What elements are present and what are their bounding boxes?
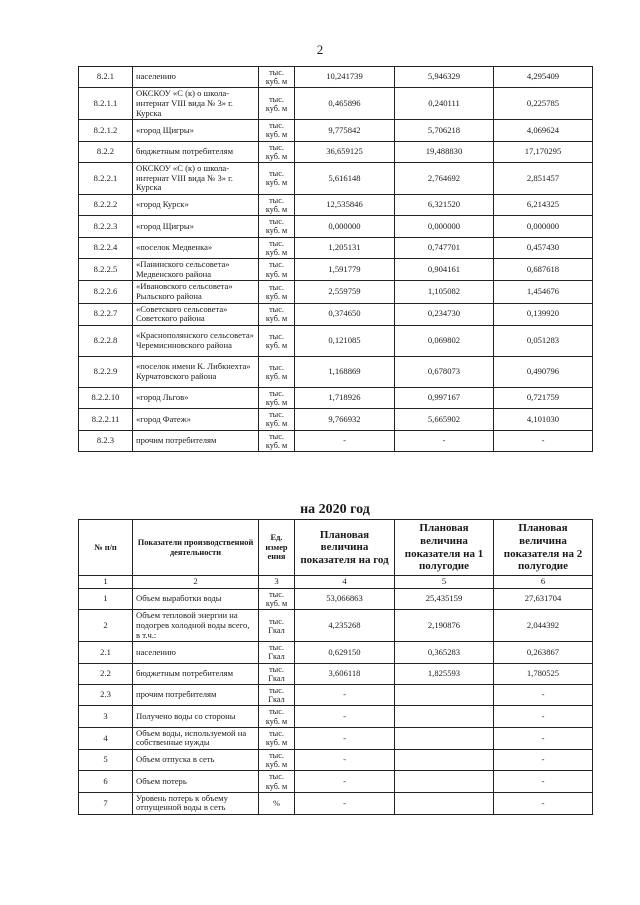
row-value-h2: 4,069624 bbox=[494, 120, 593, 141]
row-value-year: - bbox=[295, 685, 395, 706]
production-table-body bbox=[79, 67, 593, 452]
row-number: 2.3 bbox=[79, 685, 133, 706]
header-indicator: Показатели производственной деятельности bbox=[133, 520, 259, 576]
row-unit: тыс. куб. м bbox=[259, 67, 295, 88]
production-table-2020 bbox=[78, 519, 593, 815]
row-number: 3 bbox=[79, 706, 133, 727]
table-row bbox=[79, 610, 593, 642]
column-index: 6 bbox=[494, 576, 593, 589]
row-value-year: 9,775842 bbox=[295, 120, 395, 141]
row-value-h2: 4,101030 bbox=[494, 409, 593, 430]
row-value-year: 12,535846 bbox=[295, 194, 395, 215]
row-number: 8.2.2.9 bbox=[79, 356, 133, 387]
row-indicator: ОКСКОУ «С (к) о школа-интернат VIII вида № 3» г. Курска bbox=[133, 88, 259, 120]
row-number: 8.2.2.6 bbox=[79, 281, 133, 303]
row-value-h1 bbox=[395, 750, 494, 771]
row-value-year: 0,000000 bbox=[295, 216, 395, 237]
row-value-h2: 0,490796 bbox=[494, 356, 593, 387]
row-value-year: 0,629150 bbox=[295, 642, 395, 663]
row-number: 8.2.2.1 bbox=[79, 163, 133, 195]
row-value-h1: 5,946329 bbox=[395, 67, 494, 88]
row-value-h1: 5,706218 bbox=[395, 120, 494, 141]
header-h2-plan: Плановая величина показателя на 2 полугодие bbox=[494, 520, 593, 576]
row-value-h1: 5,665902 bbox=[395, 409, 494, 430]
header-h1-plan: Плановая величина показателя на 1 полугодие bbox=[395, 520, 494, 576]
row-value-h1: 0,240111 bbox=[395, 88, 494, 120]
row-value-year: 2,559759 bbox=[295, 281, 395, 303]
table-row bbox=[79, 750, 593, 771]
column-index: 2 bbox=[133, 576, 259, 589]
row-indicator: Получено воды со стороны bbox=[133, 706, 259, 727]
row-number: 8.2.2.2 bbox=[79, 194, 133, 215]
section-title-2020: на 2020 год bbox=[300, 502, 370, 517]
row-value-h1: 0,365283 bbox=[395, 642, 494, 663]
row-unit: тыс. куб. м bbox=[259, 237, 295, 258]
row-number: 8.2.2.8 bbox=[79, 325, 133, 356]
row-indicator: Объем воды, используемой на собственные нужды bbox=[133, 727, 259, 749]
row-number: 8.2.2.7 bbox=[79, 303, 133, 325]
table-row bbox=[79, 663, 593, 684]
row-value-h2: 2,851457 bbox=[494, 163, 593, 195]
row-indicator: «город Фатеж» bbox=[133, 409, 259, 430]
row-indicator: «поселок Медвенка» bbox=[133, 237, 259, 258]
row-value-year: 1,205131 bbox=[295, 237, 395, 258]
row-number: 1 bbox=[79, 589, 133, 610]
row-indicator: населению bbox=[133, 67, 259, 88]
table-row bbox=[79, 88, 593, 120]
row-value-h1 bbox=[395, 771, 494, 792]
row-number: 8.2.1.1 bbox=[79, 88, 133, 120]
table-row bbox=[79, 642, 593, 663]
row-number: 8.2.3 bbox=[79, 430, 133, 451]
row-unit: тыс. куб. м bbox=[259, 771, 295, 792]
table-row bbox=[79, 356, 593, 387]
row-indicator: «Советского сельсовета» Советского района bbox=[133, 303, 259, 325]
row-value-h1 bbox=[395, 706, 494, 727]
row-value-year: 10,241739 bbox=[295, 67, 395, 88]
row-number: 8.2.2.11 bbox=[79, 409, 133, 430]
row-number: 8.2.2 bbox=[79, 141, 133, 162]
table-header-row bbox=[79, 520, 593, 576]
row-unit: тыс. Гкал bbox=[259, 642, 295, 663]
row-value-h2: 1,780525 bbox=[494, 663, 593, 684]
row-value-h1: 0,000000 bbox=[395, 216, 494, 237]
row-value-year: - bbox=[295, 706, 395, 727]
table-row bbox=[79, 141, 593, 162]
row-unit: тыс. куб. м bbox=[259, 387, 295, 408]
row-value-h1: 0,069802 bbox=[395, 325, 494, 356]
row-number: 6 bbox=[79, 771, 133, 792]
row-number: 8.2.1 bbox=[79, 67, 133, 88]
row-indicator: «город Щигры» bbox=[133, 216, 259, 237]
row-value-year: 1,591779 bbox=[295, 259, 395, 281]
row-value-year: - bbox=[295, 430, 395, 451]
table-row bbox=[79, 163, 593, 195]
row-unit: тыс. куб. м bbox=[259, 120, 295, 141]
row-value-year: 3,606118 bbox=[295, 663, 395, 684]
row-value-year: - bbox=[295, 771, 395, 792]
row-value-h2: - bbox=[494, 771, 593, 792]
row-unit: тыс. куб. м bbox=[259, 750, 295, 771]
row-value-h2: - bbox=[494, 430, 593, 451]
row-unit: тыс. куб. м bbox=[259, 303, 295, 325]
row-value-year: 0,465896 bbox=[295, 88, 395, 120]
table-row bbox=[79, 706, 593, 727]
table-row bbox=[79, 237, 593, 258]
row-unit: тыс. куб. м bbox=[259, 259, 295, 281]
row-value-h1: 0,234730 bbox=[395, 303, 494, 325]
row-value-h2: 17,170295 bbox=[494, 141, 593, 162]
production-table-continued bbox=[78, 66, 593, 452]
header-year-plan: Плановая величина показателя на год bbox=[295, 520, 395, 576]
row-unit: тыс. куб. м bbox=[259, 88, 295, 120]
row-value-h2: 0,000000 bbox=[494, 216, 593, 237]
row-value-year: 0,374650 bbox=[295, 303, 395, 325]
column-index: 4 bbox=[295, 576, 395, 589]
row-unit: тыс. куб. м bbox=[259, 325, 295, 356]
row-value-h2: 0,687618 bbox=[494, 259, 593, 281]
row-indicator: населению bbox=[133, 642, 259, 663]
row-number: 2.2 bbox=[79, 663, 133, 684]
page-number: 2 bbox=[316, 42, 324, 57]
table-row bbox=[79, 67, 593, 88]
row-value-h2: 0,139920 bbox=[494, 303, 593, 325]
row-unit: тыс. куб. м bbox=[259, 356, 295, 387]
table-row bbox=[79, 430, 593, 451]
row-value-h1: 25,435159 bbox=[395, 589, 494, 610]
row-unit: тыс. куб. м bbox=[259, 409, 295, 430]
row-indicator: «Панинского сельсовета» Медвенского района bbox=[133, 259, 259, 281]
row-value-h1: 0,997167 bbox=[395, 387, 494, 408]
row-value-year: 0,121085 bbox=[295, 325, 395, 356]
row-indicator: «поселок имени К. Либкнехта» Курчатовского района bbox=[133, 356, 259, 387]
row-value-year: 36,659125 bbox=[295, 141, 395, 162]
row-number: 2 bbox=[79, 610, 133, 642]
row-indicator: Объем выработки воды bbox=[133, 589, 259, 610]
row-number: 8.2.2.4 bbox=[79, 237, 133, 258]
table-row bbox=[79, 685, 593, 706]
row-value-year: 9,766932 bbox=[295, 409, 395, 430]
row-unit: тыс. Гкал bbox=[259, 663, 295, 684]
row-value-h2: 1,454676 bbox=[494, 281, 593, 303]
row-value-year: - bbox=[295, 792, 395, 814]
row-indicator: ОКСКОУ «С (к) о школа-интернат VIII вида № 3» г. Курска bbox=[133, 163, 259, 195]
row-value-h1: 19,488830 bbox=[395, 141, 494, 162]
table-row bbox=[79, 409, 593, 430]
row-unit: тыс. куб. м bbox=[259, 589, 295, 610]
row-value-h2: - bbox=[494, 706, 593, 727]
table-row bbox=[79, 589, 593, 610]
row-value-h1: 0,747701 bbox=[395, 237, 494, 258]
table-row bbox=[79, 303, 593, 325]
row-unit: тыс. куб. м bbox=[259, 163, 295, 195]
row-value-h2: 4,295409 bbox=[494, 67, 593, 88]
row-number: 8.2.2.5 bbox=[79, 259, 133, 281]
production-table-2020-body bbox=[79, 589, 593, 815]
column-index-row bbox=[79, 576, 593, 589]
row-value-h2: 6,214325 bbox=[494, 194, 593, 215]
table-row bbox=[79, 792, 593, 814]
row-value-h1: 1,105082 bbox=[395, 281, 494, 303]
row-value-year: - bbox=[295, 750, 395, 771]
row-value-year: 1,168869 bbox=[295, 356, 395, 387]
row-number: 2.1 bbox=[79, 642, 133, 663]
row-indicator: бюджетным потребителям bbox=[133, 141, 259, 162]
row-indicator: бюджетным потребителям bbox=[133, 663, 259, 684]
row-value-h1 bbox=[395, 685, 494, 706]
column-index: 5 bbox=[395, 576, 494, 589]
row-value-h2: - bbox=[494, 750, 593, 771]
row-number: 4 bbox=[79, 727, 133, 749]
row-value-h1: 2,764692 bbox=[395, 163, 494, 195]
table-row bbox=[79, 194, 593, 215]
row-number: 8.2.1.2 bbox=[79, 120, 133, 141]
column-index: 3 bbox=[259, 576, 295, 589]
row-value-year: 4,235268 bbox=[295, 610, 395, 642]
row-unit: тыс. куб. м bbox=[259, 216, 295, 237]
table-row bbox=[79, 259, 593, 281]
row-indicator: Уровень потерь к объему отпущенной воды в сеть bbox=[133, 792, 259, 814]
row-unit: тыс. куб. м bbox=[259, 430, 295, 451]
row-value-h2: 0,051283 bbox=[494, 325, 593, 356]
row-value-h2: 0,457430 bbox=[494, 237, 593, 258]
row-indicator: «город Щигры» bbox=[133, 120, 259, 141]
row-unit: тыс. куб. м bbox=[259, 281, 295, 303]
row-unit: тыс. Гкал bbox=[259, 610, 295, 642]
row-indicator: прочим потребителям bbox=[133, 685, 259, 706]
row-value-h2: 2,044392 bbox=[494, 610, 593, 642]
row-indicator: Объем отпуска в сеть bbox=[133, 750, 259, 771]
row-unit: тыс. куб. м bbox=[259, 706, 295, 727]
table-row bbox=[79, 387, 593, 408]
row-indicator: «Ивановского сельсовета» Рыльского района bbox=[133, 281, 259, 303]
row-value-year: 1,718926 bbox=[295, 387, 395, 408]
row-number: 8.2.2.3 bbox=[79, 216, 133, 237]
row-indicator: Объем потерь bbox=[133, 771, 259, 792]
row-indicator: «Краснополянского сельсовета» Черемисиновского района bbox=[133, 325, 259, 356]
row-unit: тыс. Гкал bbox=[259, 685, 295, 706]
table-row bbox=[79, 771, 593, 792]
row-value-h1 bbox=[395, 727, 494, 749]
row-unit: тыс. куб. м bbox=[259, 141, 295, 162]
row-value-h1: - bbox=[395, 430, 494, 451]
row-value-year: 5,616148 bbox=[295, 163, 395, 195]
table-row bbox=[79, 727, 593, 749]
table-row bbox=[79, 216, 593, 237]
row-value-h2: - bbox=[494, 792, 593, 814]
row-indicator: «город Курск» bbox=[133, 194, 259, 215]
header-num: № п/п bbox=[79, 520, 133, 576]
row-unit: тыс. куб. м bbox=[259, 194, 295, 215]
row-value-h1: 6,321520 bbox=[395, 194, 494, 215]
row-number: 7 bbox=[79, 792, 133, 814]
row-value-h2: 0,263867 bbox=[494, 642, 593, 663]
row-value-h1: 1,825593 bbox=[395, 663, 494, 684]
row-value-h2: 27,631704 bbox=[494, 589, 593, 610]
row-value-h1 bbox=[395, 792, 494, 814]
row-value-year: - bbox=[295, 727, 395, 749]
row-unit: % bbox=[259, 792, 295, 814]
row-value-h2: 0,225785 bbox=[494, 88, 593, 120]
row-indicator: «город Льгов» bbox=[133, 387, 259, 408]
header-unit: Ед. измер ения bbox=[259, 520, 295, 576]
row-number: 5 bbox=[79, 750, 133, 771]
row-indicator: прочим потребителям bbox=[133, 430, 259, 451]
row-value-h1: 0,678073 bbox=[395, 356, 494, 387]
row-value-year: 53,066863 bbox=[295, 589, 395, 610]
row-unit: тыс. куб. м bbox=[259, 727, 295, 749]
table-row bbox=[79, 120, 593, 141]
column-index: 1 bbox=[79, 576, 133, 589]
row-value-h2: - bbox=[494, 727, 593, 749]
table-row bbox=[79, 325, 593, 356]
row-value-h2: - bbox=[494, 685, 593, 706]
row-value-h2: 0,721759 bbox=[494, 387, 593, 408]
row-value-h1: 0,904161 bbox=[395, 259, 494, 281]
table-row bbox=[79, 281, 593, 303]
row-number: 8.2.2.10 bbox=[79, 387, 133, 408]
row-value-h1: 2,190876 bbox=[395, 610, 494, 642]
row-indicator: Объем тепловой энергии на подогрев холодной воды всего, в т.ч.: bbox=[133, 610, 259, 642]
